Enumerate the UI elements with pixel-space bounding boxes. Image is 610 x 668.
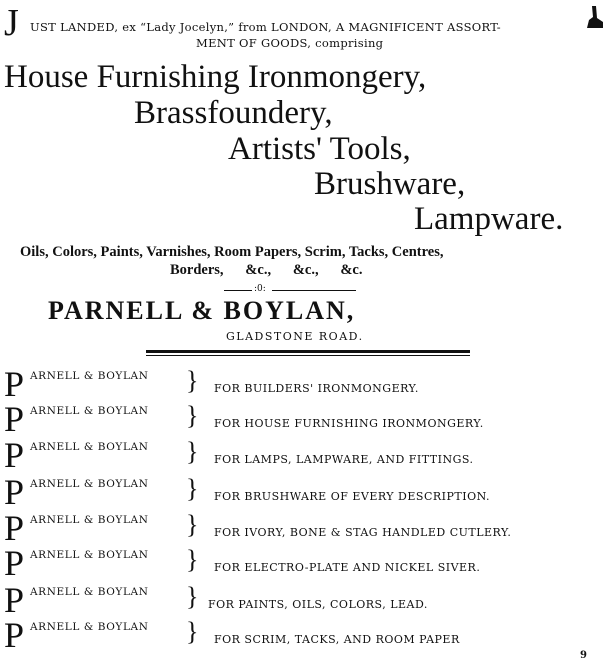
listing-dropcap: P xyxy=(4,435,25,475)
listing-firm: ARNELL & BOYLAN xyxy=(30,586,149,598)
brace-icon: } xyxy=(186,366,199,395)
listing-description: FOR BRUSHWARE OF EVERY DESCRIPTION. xyxy=(214,490,491,503)
ornament: :0: xyxy=(254,284,266,294)
firm-address: GLADSTONE ROAD. xyxy=(226,330,364,343)
listing-description: FOR BUILDERS' IRONMONGERY. xyxy=(214,382,419,395)
page-number: 9 xyxy=(580,650,587,661)
listing-description: FOR ELECTRO-PLATE AND NICKEL SIVER. xyxy=(214,561,481,574)
category-artists-tools: Artists' Tools, xyxy=(228,131,411,167)
brace-icon: } xyxy=(186,582,199,611)
listing-dropcap: P xyxy=(4,399,25,439)
category-lampware: Lampware. xyxy=(414,201,564,237)
category-brassfoundery: Brassfoundery, xyxy=(134,95,333,131)
listing-row xyxy=(0,474,610,510)
listing-dropcap: P xyxy=(4,364,25,404)
listing-description: FOR SCRIM, TACKS, AND ROOM PAPER xyxy=(214,633,460,646)
listing-firm: ARNELL & BOYLAN xyxy=(30,478,149,490)
category-brushware: Brushware, xyxy=(314,166,466,202)
brace-icon: } xyxy=(186,617,199,646)
listing-firm: ARNELL & BOYLAN xyxy=(30,621,149,633)
brace-icon: } xyxy=(186,401,199,430)
listing-firm: ARNELL & BOYLAN xyxy=(30,514,149,526)
listing-row xyxy=(0,582,610,618)
goods-line-1: Oils, Colors, Paints, Varnishes, Room Papers, Scrim, Tacks, Centres, xyxy=(20,244,444,260)
category-house-furnishing: House Furnishing Ironmongery, xyxy=(4,59,427,95)
listing-dropcap: P xyxy=(4,472,25,512)
listing-description: FOR IVORY, BONE & STAG HANDLED CUTLERY. xyxy=(214,526,512,539)
brace-icon: } xyxy=(186,545,199,574)
listing-dropcap: P xyxy=(4,508,25,548)
listing-firm: ARNELL & BOYLAN xyxy=(30,370,149,382)
print-blot-mark xyxy=(586,4,604,30)
listing-row xyxy=(0,437,610,473)
listing-firm: ARNELL & BOYLAN xyxy=(30,441,149,453)
thick-rule xyxy=(146,350,470,353)
goods-line-2: Borders, &c., &c., &c. xyxy=(170,262,363,278)
brace-icon: } xyxy=(186,437,199,466)
listing-row xyxy=(0,401,610,437)
listing-description: FOR HOUSE FURNISHING IRONMONGERY. xyxy=(214,417,484,430)
intro-line-1: UST LANDED, ex “Lady Jocelyn,” from LONDON, A MAGNIFICENT ASSORT- xyxy=(30,20,501,34)
ornament-line-left xyxy=(224,290,252,291)
ornament-line-right xyxy=(272,290,356,291)
listing-firm: ARNELL & BOYLAN xyxy=(30,549,149,561)
brace-icon: } xyxy=(186,510,199,539)
listing-dropcap: P xyxy=(4,580,25,620)
brace-icon: } xyxy=(186,474,199,503)
listing-dropcap: P xyxy=(4,543,25,583)
listing-description: FOR LAMPS, LAMPWARE, AND FITTINGS. xyxy=(214,453,474,466)
listing-row xyxy=(0,510,610,546)
drop-cap-j: J xyxy=(4,2,19,44)
listing-row xyxy=(0,545,610,581)
listing-dropcap: P xyxy=(4,615,25,655)
listing-row xyxy=(0,366,610,402)
listing-row xyxy=(0,617,610,653)
firm-name: PARNELL & BOYLAN, xyxy=(48,296,356,325)
listing-firm: ARNELL & BOYLAN xyxy=(30,405,149,417)
listing-description: FOR PAINTS, OILS, COLORS, LEAD. xyxy=(208,598,428,611)
thin-rule xyxy=(146,355,470,356)
intro-line-2: MENT OF GOODS, comprising xyxy=(196,36,384,50)
